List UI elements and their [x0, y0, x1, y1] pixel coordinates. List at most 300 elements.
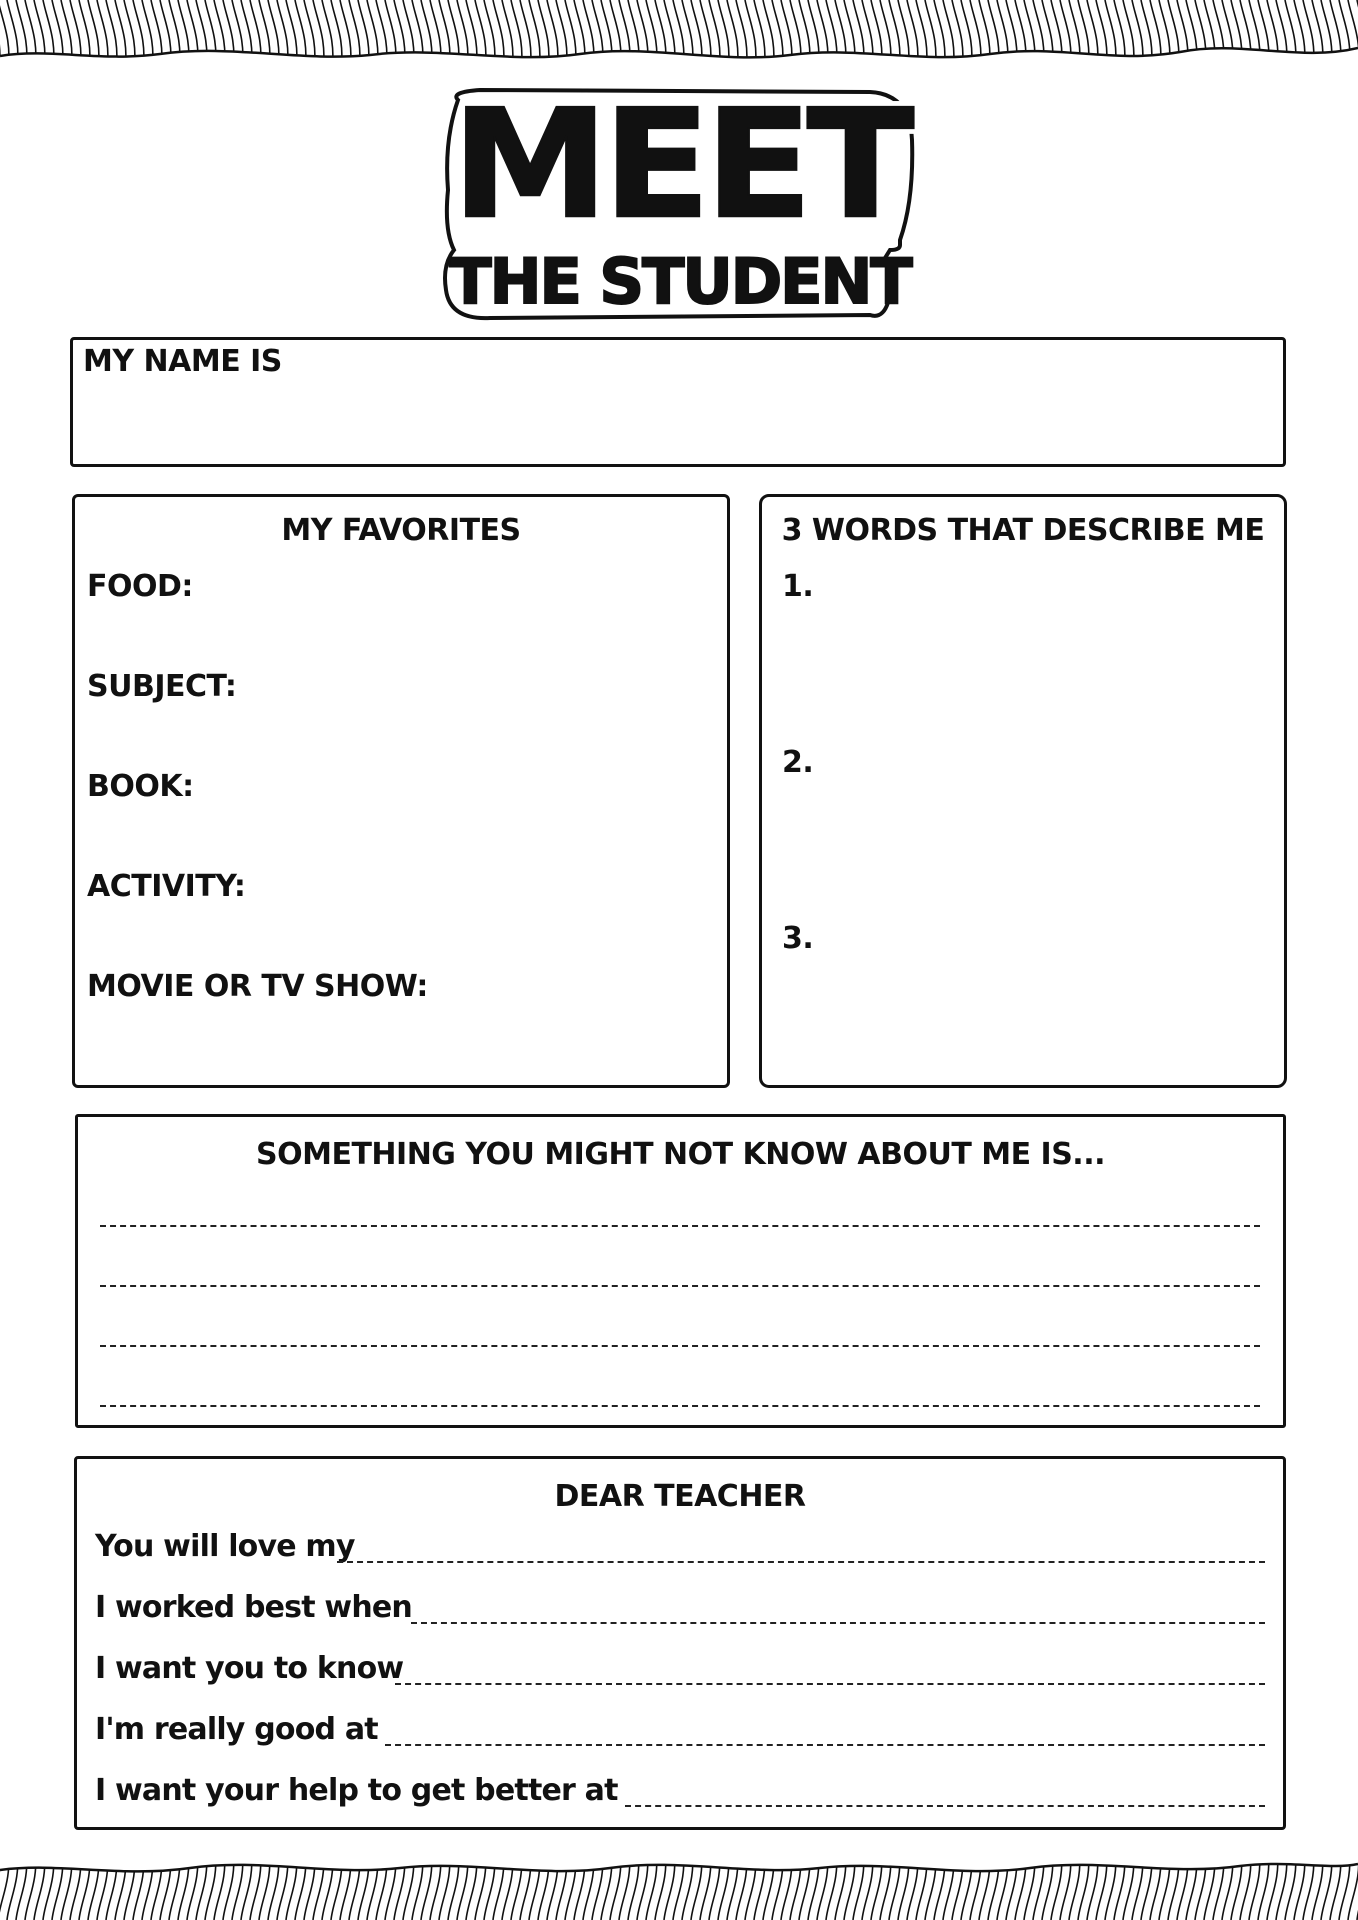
hatch-stroke	[979, 1850, 990, 1920]
hatch-stroke	[1321, 0, 1332, 70]
hatch-stroke	[709, 1850, 720, 1920]
hatch-stroke	[178, 0, 189, 70]
hatch-stroke	[511, 0, 522, 70]
hatch-stroke	[187, 1850, 198, 1920]
hatch-stroke	[376, 1850, 387, 1920]
hatch-stroke	[115, 1850, 126, 1920]
hatch-stroke	[88, 1850, 99, 1920]
hatch-stroke	[376, 0, 387, 70]
hatch-stroke	[1249, 0, 1260, 70]
hatch-stroke	[970, 1850, 981, 1920]
hatch-stroke	[16, 1850, 27, 1920]
hatch-stroke	[1285, 1850, 1296, 1920]
hatch-stroke	[1024, 0, 1035, 70]
hatch-stroke	[853, 0, 864, 70]
page-title	[430, 77, 930, 330]
hatch-stroke	[1060, 1850, 1071, 1920]
hatch-stroke	[970, 0, 981, 70]
hatch-stroke	[844, 0, 855, 70]
hatch-stroke	[430, 1850, 441, 1920]
hatch-stroke	[718, 1850, 729, 1920]
hatch-stroke	[1177, 0, 1188, 70]
hatch-stroke	[1051, 1850, 1062, 1920]
hatch-stroke	[988, 1850, 999, 1920]
dear-teacher-heading: DEAR TEACHER	[554, 1479, 806, 1514]
hatch-stroke	[250, 0, 261, 70]
hatch-stroke	[1078, 0, 1089, 70]
something-to-know-heading: SOMETHING YOU MIGHT NOT KNOW ABOUT ME IS...	[256, 1137, 1105, 1172]
hatch-stroke	[736, 0, 747, 70]
hatch-stroke	[781, 0, 792, 70]
hatch-stroke	[1231, 0, 1242, 70]
hatch-stroke	[1114, 1850, 1125, 1920]
title-meet: MEET	[451, 77, 909, 253]
hatch-stroke	[232, 1850, 243, 1920]
hatch-stroke	[772, 0, 783, 70]
teacher-prompt-worked-best: I worked best when	[95, 1590, 412, 1625]
hatch-stroke	[484, 0, 495, 70]
hatch-stroke	[97, 0, 108, 70]
hatch-stroke	[1132, 0, 1143, 70]
hatch-stroke	[979, 0, 990, 70]
hatch-stroke	[1222, 0, 1233, 70]
hatch-stroke	[763, 1850, 774, 1920]
hatch-stroke	[907, 1850, 918, 1920]
hatch-stroke	[367, 1850, 378, 1920]
hatch-stroke	[493, 1850, 504, 1920]
hatch-stroke	[1258, 0, 1269, 70]
hatch-stroke	[772, 1850, 783, 1920]
hatch-stroke	[313, 0, 324, 70]
hatch-stroke	[457, 1850, 468, 1920]
hatch-stroke	[142, 1850, 153, 1920]
name-label: MY NAME IS	[83, 344, 282, 379]
answer-line[interactable]	[385, 1744, 1265, 1746]
hatch-stroke	[97, 1850, 108, 1920]
hatch-stroke	[565, 0, 576, 70]
hatch-stroke	[1150, 0, 1161, 70]
writing-line[interactable]	[100, 1285, 1260, 1287]
hatch-stroke	[1321, 1850, 1332, 1920]
hatch-stroke	[466, 0, 477, 70]
hatch-stroke	[673, 1850, 684, 1920]
hatch-stroke	[817, 1850, 828, 1920]
hatch-stroke	[673, 0, 684, 70]
hatch-stroke	[151, 1850, 162, 1920]
hatch-stroke	[943, 0, 954, 70]
hatch-stroke	[1276, 0, 1287, 70]
hatch-stroke	[1069, 1850, 1080, 1920]
hatch-stroke	[1240, 0, 1251, 70]
hatch-stroke	[502, 0, 513, 70]
hatch-stroke	[1114, 0, 1125, 70]
hatch-stroke	[934, 0, 945, 70]
hatch-stroke	[727, 1850, 738, 1920]
decorative-top-border	[0, 0, 1358, 70]
hatch-stroke	[592, 1850, 603, 1920]
hatch-stroke	[1033, 0, 1044, 70]
hatch-stroke	[808, 1850, 819, 1920]
hatch-stroke	[754, 0, 765, 70]
hatch-stroke	[448, 0, 459, 70]
favorite-food-label: FOOD:	[87, 569, 193, 604]
hatch-stroke	[286, 1850, 297, 1920]
hatch-stroke	[538, 1850, 549, 1920]
hatch-stroke	[7, 0, 18, 70]
hatch-stroke	[898, 1850, 909, 1920]
hatch-stroke	[52, 1850, 63, 1920]
hatch-stroke	[556, 1850, 567, 1920]
hatch-stroke	[1186, 0, 1197, 70]
hatch-stroke	[268, 1850, 279, 1920]
hatch-stroke	[628, 0, 639, 70]
hatch-stroke	[1204, 0, 1215, 70]
writing-line[interactable]	[100, 1405, 1260, 1407]
dear-teacher-box	[74, 1456, 1286, 1830]
hatch-stroke	[1213, 1850, 1224, 1920]
hatch-stroke	[988, 0, 999, 70]
teacher-prompt-good-at: I'm really good at	[95, 1712, 378, 1747]
hatch-stroke	[214, 1850, 225, 1920]
hatch-stroke	[1096, 1850, 1107, 1920]
hatch-stroke	[619, 0, 630, 70]
hatch-stroke	[871, 1850, 882, 1920]
hatch-stroke	[1060, 0, 1071, 70]
hatch-stroke	[700, 1850, 711, 1920]
hatch-stroke	[502, 1850, 513, 1920]
hatch-stroke	[871, 0, 882, 70]
hatch-stroke	[484, 1850, 495, 1920]
hatch-stroke	[331, 1850, 342, 1920]
hatch-stroke	[160, 0, 171, 70]
hatch-stroke	[259, 0, 270, 70]
hatch-stroke	[862, 1850, 873, 1920]
hatch-stroke	[952, 0, 963, 70]
hatch-stroke	[16, 0, 27, 70]
hatch-stroke	[169, 0, 180, 70]
hatch-stroke	[826, 0, 837, 70]
hatch-stroke	[304, 1850, 315, 1920]
hatch-stroke	[1168, 0, 1179, 70]
hatch-stroke	[1150, 1850, 1161, 1920]
hatch-stroke	[1312, 0, 1323, 70]
hatch-stroke	[385, 0, 396, 70]
hatch-stroke	[646, 0, 657, 70]
hatch-stroke	[1330, 1850, 1341, 1920]
hatch-stroke	[1069, 0, 1080, 70]
hatch-stroke	[1024, 1850, 1035, 1920]
hatch-stroke	[700, 0, 711, 70]
hatch-stroke	[682, 0, 693, 70]
hatch-stroke	[277, 1850, 288, 1920]
hatch-stroke	[0, 0, 9, 70]
hatch-stroke	[1303, 1850, 1314, 1920]
hatch-stroke	[70, 0, 81, 70]
hatch-stroke	[25, 0, 36, 70]
hatch-stroke	[466, 1850, 477, 1920]
favorite-movie-label: MOVIE OR TV SHOW:	[87, 969, 428, 1004]
hatch-stroke	[124, 1850, 135, 1920]
hatch-stroke	[826, 1850, 837, 1920]
hatch-stroke	[943, 1850, 954, 1920]
describe-number-2: 2.	[782, 745, 814, 780]
hatch-stroke	[1105, 1850, 1116, 1920]
hatch-stroke	[1033, 1850, 1044, 1920]
favorite-activity-label: ACTIVITY:	[87, 869, 246, 904]
hatch-stroke	[133, 0, 144, 70]
teacher-prompt-row	[95, 1588, 1265, 1632]
hatch-stroke	[349, 1850, 360, 1920]
hatch-stroke	[1303, 0, 1314, 70]
describe-number-3: 3.	[782, 921, 814, 956]
hatch-stroke	[745, 0, 756, 70]
teacher-prompt-help-better: I want your help to get better at	[95, 1773, 618, 1808]
hatch-stroke	[1195, 0, 1206, 70]
hatch-stroke	[223, 0, 234, 70]
hatch-stroke	[367, 0, 378, 70]
hatch-stroke	[520, 1850, 531, 1920]
hatch-stroke	[277, 0, 288, 70]
name-box[interactable]	[70, 337, 1286, 467]
hatch-stroke	[1042, 0, 1053, 70]
hatch-stroke	[1240, 1850, 1251, 1920]
hatch-stroke	[295, 1850, 306, 1920]
hatch-stroke	[1294, 0, 1305, 70]
title-the-student: THE STUDENT	[449, 245, 911, 318]
teacher-prompt-want-you-to-know: I want you to know	[95, 1651, 404, 1686]
hatch-stroke	[52, 0, 63, 70]
hatch-stroke	[457, 0, 468, 70]
hatch-stroke	[1168, 1850, 1179, 1920]
hatch-stroke	[610, 0, 621, 70]
hatch-stroke	[403, 1850, 414, 1920]
hatch-stroke	[808, 0, 819, 70]
hatch-stroke	[835, 1850, 846, 1920]
hatch-stroke	[1105, 0, 1116, 70]
hatch-stroke	[0, 1850, 9, 1920]
hatch-stroke	[817, 0, 828, 70]
hatch-stroke	[574, 1850, 585, 1920]
hatch-stroke	[403, 0, 414, 70]
describe-number-1: 1.	[782, 569, 814, 604]
hatch-stroke	[34, 0, 45, 70]
hatch-stroke	[313, 1850, 324, 1920]
answer-line[interactable]	[411, 1622, 1265, 1624]
hatch-stroke	[295, 0, 306, 70]
hatch-stroke	[655, 1850, 666, 1920]
hatch-stroke	[232, 0, 243, 70]
hatch-stroke	[340, 0, 351, 70]
hatch-stroke	[151, 0, 162, 70]
hatch-stroke	[916, 1850, 927, 1920]
hatch-stroke	[430, 0, 441, 70]
hatch-stroke	[529, 1850, 540, 1920]
hatch-stroke	[439, 1850, 450, 1920]
hatch-stroke	[628, 1850, 639, 1920]
hatch-stroke	[448, 1850, 459, 1920]
hatch-stroke	[1123, 1850, 1134, 1920]
favorite-book-label: BOOK:	[87, 769, 194, 804]
something-to-know-box	[75, 1114, 1286, 1428]
hatch-stroke	[592, 0, 603, 70]
hatch-stroke	[664, 0, 675, 70]
hatch-stroke	[1006, 0, 1017, 70]
hatch-stroke	[268, 0, 279, 70]
hatch-stroke	[79, 0, 90, 70]
hatch-stroke	[529, 0, 540, 70]
hatch-stroke	[1312, 1850, 1323, 1920]
hatch-stroke	[1348, 1850, 1358, 1920]
hatch-stroke	[160, 1850, 171, 1920]
hatch-stroke	[421, 1850, 432, 1920]
favorites-heading: MY FAVORITES	[281, 513, 521, 548]
hatch-stroke	[880, 0, 891, 70]
hatch-stroke	[214, 0, 225, 70]
teacher-prompt-row	[95, 1771, 1265, 1815]
hatch-stroke	[1096, 0, 1107, 70]
hatch-stroke	[1087, 1850, 1098, 1920]
hatch-stroke	[1249, 1850, 1260, 1920]
hatch-stroke	[961, 0, 972, 70]
hatch-stroke	[385, 1850, 396, 1920]
hatch-stroke	[1204, 1850, 1215, 1920]
describe-heading: 3 WORDS THAT DESCRIBE ME	[781, 513, 1265, 548]
hatch-stroke	[1159, 1850, 1170, 1920]
hatch-stroke	[799, 0, 810, 70]
writing-line[interactable]	[100, 1225, 1260, 1227]
hatch-stroke	[925, 0, 936, 70]
hatch-stroke	[349, 0, 360, 70]
hatch-stroke	[1078, 1850, 1089, 1920]
hatch-stroke	[1195, 1850, 1206, 1920]
hatch-stroke	[709, 0, 720, 70]
hatch-stroke	[925, 1850, 936, 1920]
hatch-stroke	[340, 1850, 351, 1920]
hatch-stroke	[1051, 0, 1062, 70]
hatch-stroke	[475, 1850, 486, 1920]
hatch-stroke	[7, 1850, 18, 1920]
hatch-stroke	[358, 0, 369, 70]
hatch-stroke	[763, 0, 774, 70]
answer-line[interactable]	[625, 1805, 1265, 1807]
hatch-stroke	[610, 1850, 621, 1920]
hatch-stroke	[961, 1850, 972, 1920]
writing-line[interactable]	[100, 1345, 1260, 1347]
hatch-stroke	[43, 0, 54, 70]
hatch-stroke	[34, 1850, 45, 1920]
teacher-prompt-row	[95, 1527, 1265, 1571]
hatch-stroke	[394, 0, 405, 70]
hatch-stroke	[862, 0, 873, 70]
hatch-stroke	[493, 0, 504, 70]
hatch-stroke	[637, 1850, 648, 1920]
hatch-stroke	[1339, 1850, 1350, 1920]
hatch-stroke	[1132, 1850, 1143, 1920]
hatch-stroke	[412, 1850, 423, 1920]
hatch-stroke	[1006, 1850, 1017, 1920]
hatch-stroke	[1258, 1850, 1269, 1920]
hatch-stroke	[187, 0, 198, 70]
hatch-stroke	[1222, 1850, 1233, 1920]
hatch-stroke	[304, 0, 315, 70]
hatch-stroke	[547, 0, 558, 70]
hatch-stroke	[358, 1850, 369, 1920]
hatch-stroke	[88, 0, 99, 70]
hatch-stroke	[898, 0, 909, 70]
hatch-stroke	[691, 1850, 702, 1920]
hatch-stroke	[583, 1850, 594, 1920]
hatch-stroke	[439, 0, 450, 70]
hatch-stroke	[79, 1850, 90, 1920]
hatch-stroke	[745, 1850, 756, 1920]
hatch-stroke	[736, 1850, 747, 1920]
hatch-stroke	[259, 1850, 270, 1920]
hatch-stroke	[1267, 0, 1278, 70]
hatch-stroke	[1213, 0, 1224, 70]
teacher-prompt-love: You will love my	[95, 1529, 355, 1564]
hatch-stroke	[574, 0, 585, 70]
hatch-stroke	[1231, 1850, 1242, 1920]
hatch-stroke	[61, 0, 72, 70]
hatch-stroke	[889, 0, 900, 70]
hatch-stroke	[1285, 0, 1296, 70]
hatch-stroke	[790, 0, 801, 70]
hatch-stroke	[880, 1850, 891, 1920]
hatch-stroke	[844, 1850, 855, 1920]
hatch-stroke	[124, 0, 135, 70]
hatch-stroke	[133, 1850, 144, 1920]
hatch-stroke	[1141, 1850, 1152, 1920]
hatch-stroke	[691, 0, 702, 70]
hatch-stroke	[754, 1850, 765, 1920]
hatch-stroke	[205, 0, 216, 70]
hatch-stroke	[727, 0, 738, 70]
hatch-stroke	[799, 1850, 810, 1920]
hatch-stroke	[322, 1850, 333, 1920]
favorites-box	[72, 494, 730, 1088]
hatch-stroke	[718, 0, 729, 70]
hatch-stroke	[322, 0, 333, 70]
hatch-stroke	[853, 1850, 864, 1920]
hatch-stroke	[781, 1850, 792, 1920]
hatch-stroke	[637, 0, 648, 70]
hatch-stroke	[25, 1850, 36, 1920]
answer-line[interactable]	[395, 1683, 1265, 1685]
hatch-stroke	[646, 1850, 657, 1920]
hatch-stroke	[1276, 1850, 1287, 1920]
hatch-stroke	[547, 1850, 558, 1920]
hatch-stroke	[934, 1850, 945, 1920]
hatch-stroke	[1339, 0, 1350, 70]
hatch-stroke	[1087, 0, 1098, 70]
hatch-stroke	[952, 1850, 963, 1920]
teacher-prompt-row	[95, 1649, 1265, 1693]
hatch-stroke	[790, 1850, 801, 1920]
answer-line[interactable]	[337, 1561, 1265, 1563]
hatch-stroke	[601, 1850, 612, 1920]
hatch-stroke	[655, 0, 666, 70]
hatch-stroke	[520, 0, 531, 70]
hatch-stroke	[43, 1850, 54, 1920]
hatch-stroke	[1348, 0, 1358, 70]
hatch-stroke	[394, 1850, 405, 1920]
hatch-stroke	[475, 0, 486, 70]
hatch-stroke	[196, 1850, 207, 1920]
teacher-prompt-row	[95, 1710, 1265, 1754]
hatch-stroke	[1177, 1850, 1188, 1920]
hatch-stroke	[601, 0, 612, 70]
hatch-stroke	[835, 0, 846, 70]
